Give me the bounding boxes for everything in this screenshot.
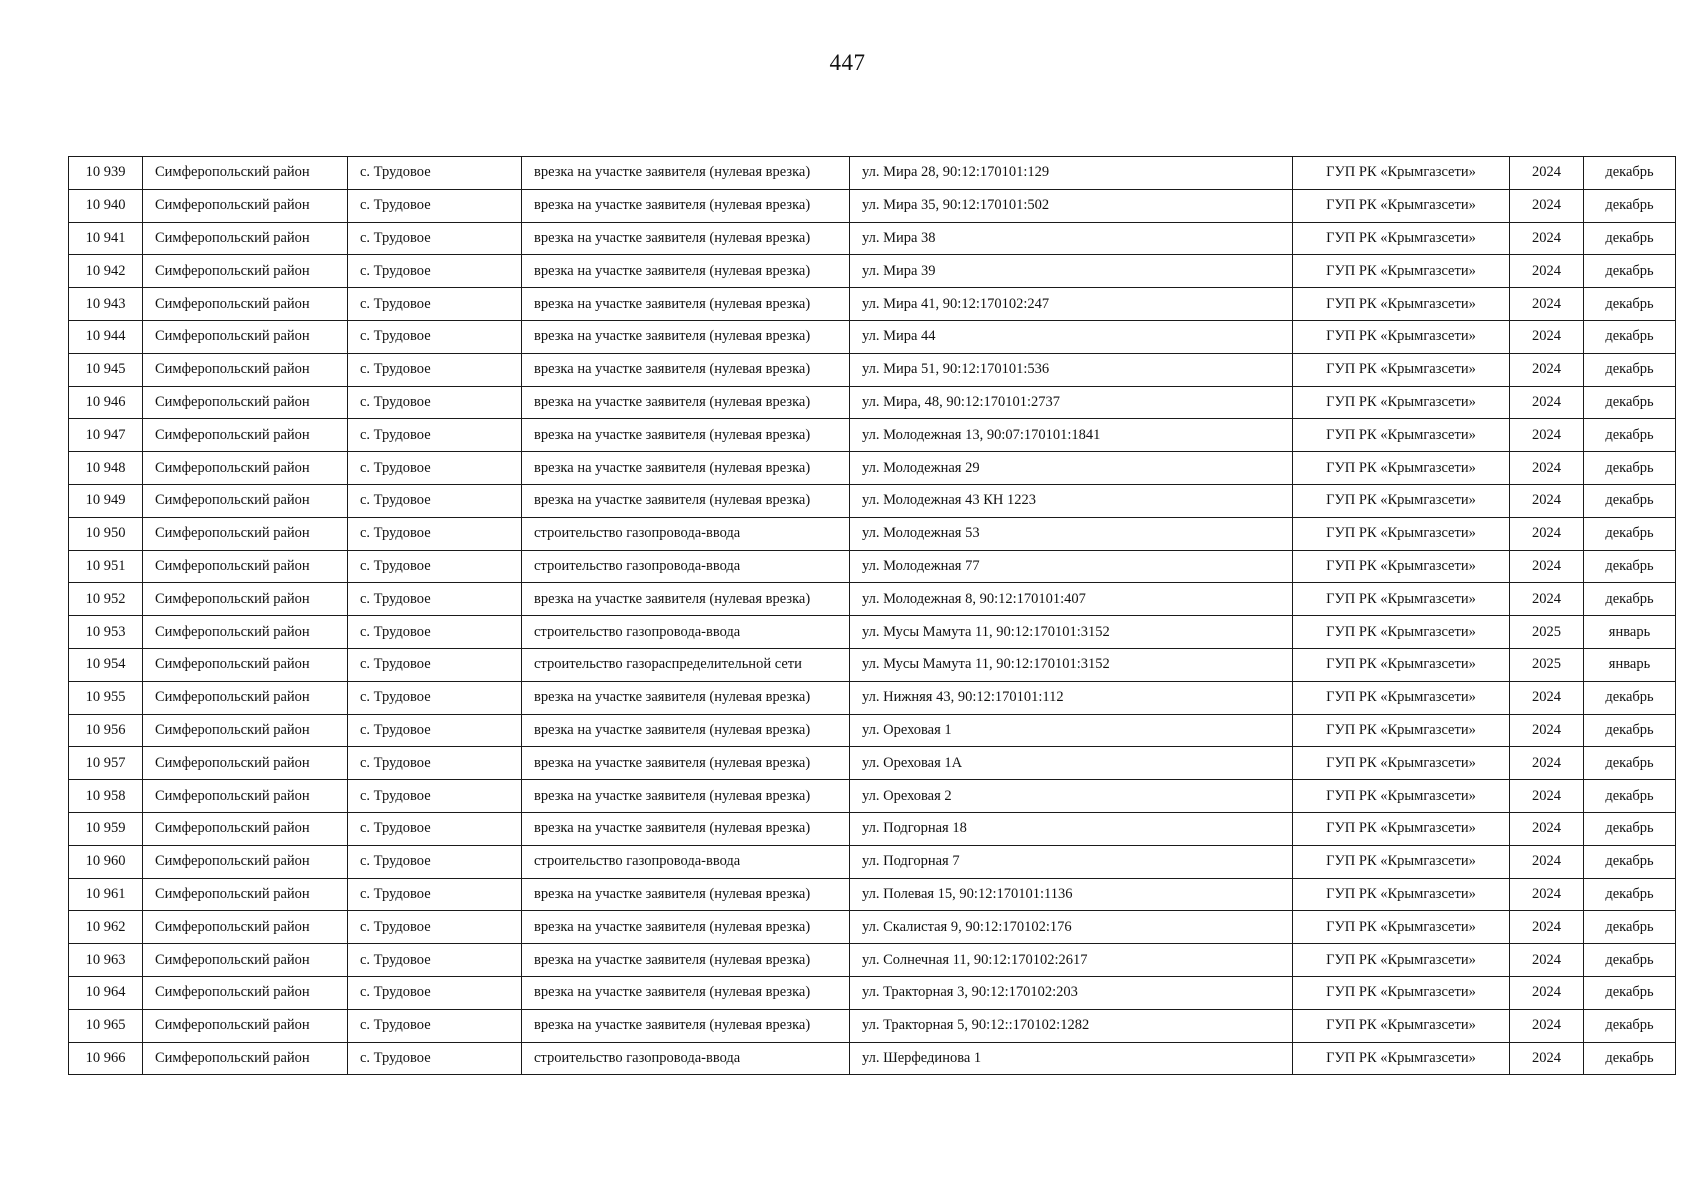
district-cell: Симферопольский район — [143, 452, 348, 485]
row-number: 10 962 — [69, 911, 143, 944]
row-number: 10 954 — [69, 648, 143, 681]
district-cell: Симферопольский район — [143, 157, 348, 190]
organization-cell: ГУП РК «Крымгазсети» — [1293, 747, 1510, 780]
row-number: 10 947 — [69, 419, 143, 452]
table-row — [69, 583, 1676, 616]
address-cell: ул. Мира 38 — [850, 222, 1293, 255]
year-cell: 2024 — [1510, 255, 1584, 288]
table-row — [69, 222, 1676, 255]
work-type-cell: строительство газопровода-ввода — [522, 1042, 850, 1075]
locality-cell: с. Трудовое — [348, 550, 522, 583]
table-row — [69, 386, 1676, 419]
locality-cell: с. Трудовое — [348, 419, 522, 452]
district-cell: Симферопольский район — [143, 189, 348, 222]
month-cell: декабрь — [1584, 944, 1676, 977]
row-number: 10 950 — [69, 517, 143, 550]
organization-cell: ГУП РК «Крымгазсети» — [1293, 780, 1510, 813]
address-cell: ул. Молодежная 8, 90:12:170101:407 — [850, 583, 1293, 616]
address-cell: ул. Молодежная 43 КН 1223 — [850, 484, 1293, 517]
month-cell: декабрь — [1584, 1042, 1676, 1075]
table-row — [69, 353, 1676, 386]
month-cell: декабрь — [1584, 812, 1676, 845]
district-cell: Симферопольский район — [143, 681, 348, 714]
row-number: 10 952 — [69, 583, 143, 616]
address-cell: ул. Мира, 48, 90:12:170101:2737 — [850, 386, 1293, 419]
organization-cell: ГУП РК «Крымгазсети» — [1293, 484, 1510, 517]
locality-cell: с. Трудовое — [348, 517, 522, 550]
row-number: 10 964 — [69, 976, 143, 1009]
locality-cell: с. Трудовое — [348, 845, 522, 878]
month-cell: декабрь — [1584, 845, 1676, 878]
work-type-cell: врезка на участке заявителя (нулевая врезка) — [522, 911, 850, 944]
district-cell: Симферопольский район — [143, 353, 348, 386]
row-number: 10 965 — [69, 1009, 143, 1042]
month-cell: декабрь — [1584, 583, 1676, 616]
district-cell: Симферопольский район — [143, 976, 348, 1009]
month-cell: январь — [1584, 648, 1676, 681]
table-row — [69, 648, 1676, 681]
work-type-cell: строительство газораспределительной сети — [522, 648, 850, 681]
month-cell: декабрь — [1584, 353, 1676, 386]
table-row — [69, 320, 1676, 353]
organization-cell: ГУП РК «Крымгазсети» — [1293, 845, 1510, 878]
table-row — [69, 845, 1676, 878]
month-cell: декабрь — [1584, 222, 1676, 255]
month-cell: декабрь — [1584, 681, 1676, 714]
organization-cell: ГУП РК «Крымгазсети» — [1293, 452, 1510, 485]
address-cell: ул. Мира 41, 90:12:170102:247 — [850, 288, 1293, 321]
address-cell: ул. Молодежная 77 — [850, 550, 1293, 583]
year-cell: 2025 — [1510, 648, 1584, 681]
row-number: 10 966 — [69, 1042, 143, 1075]
table-row — [69, 714, 1676, 747]
row-number: 10 955 — [69, 681, 143, 714]
address-cell: ул. Ореховая 1А — [850, 747, 1293, 780]
locality-cell: с. Трудовое — [348, 1042, 522, 1075]
work-type-cell: врезка на участке заявителя (нулевая врезка) — [522, 878, 850, 911]
locality-cell: с. Трудовое — [348, 780, 522, 813]
year-cell: 2024 — [1510, 714, 1584, 747]
table-row — [69, 976, 1676, 1009]
month-cell: декабрь — [1584, 911, 1676, 944]
table-row — [69, 550, 1676, 583]
month-cell: декабрь — [1584, 714, 1676, 747]
locality-cell: с. Трудовое — [348, 911, 522, 944]
row-number: 10 941 — [69, 222, 143, 255]
address-cell: ул. Подгорная 18 — [850, 812, 1293, 845]
work-type-cell: врезка на участке заявителя (нулевая врезка) — [522, 714, 850, 747]
locality-cell: с. Трудовое — [348, 747, 522, 780]
row-number: 10 960 — [69, 845, 143, 878]
district-cell: Симферопольский район — [143, 812, 348, 845]
district-cell: Симферопольский район — [143, 911, 348, 944]
year-cell: 2024 — [1510, 845, 1584, 878]
work-type-cell: строительство газопровода-ввода — [522, 616, 850, 649]
district-cell: Симферопольский район — [143, 550, 348, 583]
row-number: 10 948 — [69, 452, 143, 485]
work-type-cell: врезка на участке заявителя (нулевая врезка) — [522, 780, 850, 813]
table-row — [69, 780, 1676, 813]
work-type-cell: врезка на участке заявителя (нулевая врезка) — [522, 583, 850, 616]
month-cell: декабрь — [1584, 419, 1676, 452]
year-cell: 2024 — [1510, 484, 1584, 517]
district-cell: Симферопольский район — [143, 1042, 348, 1075]
month-cell: декабрь — [1584, 255, 1676, 288]
work-type-cell: врезка на участке заявителя (нулевая врезка) — [522, 976, 850, 1009]
address-cell: ул. Ореховая 2 — [850, 780, 1293, 813]
address-cell: ул. Мира 39 — [850, 255, 1293, 288]
district-cell: Симферопольский район — [143, 484, 348, 517]
locality-cell: с. Трудовое — [348, 386, 522, 419]
gasification-table — [68, 156, 1676, 1075]
district-cell: Симферопольский район — [143, 517, 348, 550]
work-type-cell: врезка на участке заявителя (нулевая врезка) — [522, 157, 850, 190]
month-cell: декабрь — [1584, 517, 1676, 550]
month-cell: декабрь — [1584, 747, 1676, 780]
row-number: 10 963 — [69, 944, 143, 977]
year-cell: 2024 — [1510, 812, 1584, 845]
row-number: 10 945 — [69, 353, 143, 386]
organization-cell: ГУП РК «Крымгазсети» — [1293, 255, 1510, 288]
month-cell: декабрь — [1584, 452, 1676, 485]
work-type-cell: врезка на участке заявителя (нулевая врезка) — [522, 419, 850, 452]
table-row — [69, 812, 1676, 845]
work-type-cell: врезка на участке заявителя (нулевая врезка) — [522, 944, 850, 977]
locality-cell: с. Трудовое — [348, 189, 522, 222]
year-cell: 2025 — [1510, 616, 1584, 649]
table-row — [69, 944, 1676, 977]
locality-cell: с. Трудовое — [348, 648, 522, 681]
district-cell: Симферопольский район — [143, 222, 348, 255]
address-cell: ул. Молодежная 53 — [850, 517, 1293, 550]
row-number: 10 943 — [69, 288, 143, 321]
table-row — [69, 616, 1676, 649]
year-cell: 2024 — [1510, 747, 1584, 780]
organization-cell: ГУП РК «Крымгазсети» — [1293, 616, 1510, 649]
row-number: 10 949 — [69, 484, 143, 517]
district-cell: Симферопольский район — [143, 780, 348, 813]
organization-cell: ГУП РК «Крымгазсети» — [1293, 222, 1510, 255]
organization-cell: ГУП РК «Крымгазсети» — [1293, 911, 1510, 944]
address-cell: ул. Подгорная 7 — [850, 845, 1293, 878]
district-cell: Симферопольский район — [143, 255, 348, 288]
year-cell: 2024 — [1510, 320, 1584, 353]
work-type-cell: врезка на участке заявителя (нулевая врезка) — [522, 386, 850, 419]
month-cell: декабрь — [1584, 157, 1676, 190]
work-type-cell: врезка на участке заявителя (нулевая врезка) — [522, 189, 850, 222]
organization-cell: ГУП РК «Крымгазсети» — [1293, 878, 1510, 911]
locality-cell: с. Трудовое — [348, 714, 522, 747]
work-type-cell: врезка на участке заявителя (нулевая врезка) — [522, 353, 850, 386]
year-cell: 2024 — [1510, 681, 1584, 714]
table-row — [69, 255, 1676, 288]
organization-cell: ГУП РК «Крымгазсети» — [1293, 976, 1510, 1009]
organization-cell: ГУП РК «Крымгазсети» — [1293, 550, 1510, 583]
year-cell: 2024 — [1510, 517, 1584, 550]
row-number: 10 946 — [69, 386, 143, 419]
month-cell: декабрь — [1584, 288, 1676, 321]
month-cell: декабрь — [1584, 386, 1676, 419]
district-cell: Симферопольский район — [143, 320, 348, 353]
work-type-cell: строительство газопровода-ввода — [522, 550, 850, 583]
organization-cell: ГУП РК «Крымгазсети» — [1293, 157, 1510, 190]
district-cell: Симферопольский район — [143, 878, 348, 911]
locality-cell: с. Трудовое — [348, 583, 522, 616]
year-cell: 2024 — [1510, 222, 1584, 255]
address-cell: ул. Мусы Мамута 11, 90:12:170101:3152 — [850, 616, 1293, 649]
month-cell: декабрь — [1584, 780, 1676, 813]
table-body — [69, 157, 1676, 1075]
district-cell: Симферопольский район — [143, 419, 348, 452]
district-cell: Симферопольский район — [143, 386, 348, 419]
organization-cell: ГУП РК «Крымгазсети» — [1293, 714, 1510, 747]
work-type-cell: врезка на участке заявителя (нулевая врезка) — [522, 812, 850, 845]
address-cell: ул. Скалистая 9, 90:12:170102:176 — [850, 911, 1293, 944]
year-cell: 2024 — [1510, 157, 1584, 190]
district-cell: Симферопольский район — [143, 1009, 348, 1042]
row-number: 10 951 — [69, 550, 143, 583]
work-type-cell: врезка на участке заявителя (нулевая врезка) — [522, 452, 850, 485]
year-cell: 2024 — [1510, 189, 1584, 222]
year-cell: 2024 — [1510, 386, 1584, 419]
year-cell: 2024 — [1510, 353, 1584, 386]
month-cell: декабрь — [1584, 976, 1676, 1009]
organization-cell: ГУП РК «Крымгазсети» — [1293, 681, 1510, 714]
district-cell: Симферопольский район — [143, 648, 348, 681]
page-number: 447 — [829, 50, 866, 75]
organization-cell: ГУП РК «Крымгазсети» — [1293, 1042, 1510, 1075]
month-cell: декабрь — [1584, 1009, 1676, 1042]
locality-cell: с. Трудовое — [348, 484, 522, 517]
address-cell: ул. Молодежная 29 — [850, 452, 1293, 485]
year-cell: 2024 — [1510, 878, 1584, 911]
work-type-cell: врезка на участке заявителя (нулевая врезка) — [522, 255, 850, 288]
work-type-cell: врезка на участке заявителя (нулевая врезка) — [522, 320, 850, 353]
organization-cell: ГУП РК «Крымгазсети» — [1293, 189, 1510, 222]
table-row — [69, 484, 1676, 517]
table-row — [69, 288, 1676, 321]
year-cell: 2024 — [1510, 550, 1584, 583]
year-cell: 2024 — [1510, 583, 1584, 616]
address-cell: ул. Тракторная 5, 90:12::170102:1282 — [850, 1009, 1293, 1042]
district-cell: Симферопольский район — [143, 288, 348, 321]
work-type-cell: врезка на участке заявителя (нулевая врезка) — [522, 681, 850, 714]
organization-cell: ГУП РК «Крымгазсети» — [1293, 583, 1510, 616]
month-cell: декабрь — [1584, 484, 1676, 517]
row-number: 10 959 — [69, 812, 143, 845]
work-type-cell: врезка на участке заявителя (нулевая врезка) — [522, 288, 850, 321]
table-row — [69, 878, 1676, 911]
address-cell: ул. Нижняя 43, 90:12:170101:112 — [850, 681, 1293, 714]
locality-cell: с. Трудовое — [348, 976, 522, 1009]
row-number: 10 942 — [69, 255, 143, 288]
month-cell: декабрь — [1584, 189, 1676, 222]
organization-cell: ГУП РК «Крымгазсети» — [1293, 419, 1510, 452]
organization-cell: ГУП РК «Крымгазсети» — [1293, 288, 1510, 321]
work-type-cell: врезка на участке заявителя (нулевая врезка) — [522, 484, 850, 517]
row-number: 10 940 — [69, 189, 143, 222]
table-row — [69, 419, 1676, 452]
locality-cell: с. Трудовое — [348, 452, 522, 485]
work-type-cell: строительство газопровода-ввода — [522, 517, 850, 550]
year-cell: 2024 — [1510, 288, 1584, 321]
work-type-cell: строительство газопровода-ввода — [522, 845, 850, 878]
locality-cell: с. Трудовое — [348, 222, 522, 255]
locality-cell: с. Трудовое — [348, 157, 522, 190]
address-cell: ул. Молодежная 13, 90:07:170101:1841 — [850, 419, 1293, 452]
row-number: 10 957 — [69, 747, 143, 780]
table-row — [69, 157, 1676, 190]
table-row — [69, 517, 1676, 550]
organization-cell: ГУП РК «Крымгазсети» — [1293, 517, 1510, 550]
address-cell: ул. Мира 28, 90:12:170101:129 — [850, 157, 1293, 190]
month-cell: январь — [1584, 616, 1676, 649]
year-cell: 2024 — [1510, 1042, 1584, 1075]
district-cell: Симферопольский район — [143, 747, 348, 780]
table-row — [69, 747, 1676, 780]
address-cell: ул. Мира 51, 90:12:170101:536 — [850, 353, 1293, 386]
locality-cell: с. Трудовое — [348, 288, 522, 321]
locality-cell: с. Трудовое — [348, 255, 522, 288]
district-cell: Симферопольский район — [143, 944, 348, 977]
locality-cell: с. Трудовое — [348, 878, 522, 911]
row-number: 10 961 — [69, 878, 143, 911]
year-cell: 2024 — [1510, 1009, 1584, 1042]
address-cell: ул. Шерфединова 1 — [850, 1042, 1293, 1075]
address-cell: ул. Тракторная 3, 90:12:170102:203 — [850, 976, 1293, 1009]
month-cell: декабрь — [1584, 550, 1676, 583]
table-row — [69, 1042, 1676, 1075]
row-number: 10 944 — [69, 320, 143, 353]
row-number: 10 939 — [69, 157, 143, 190]
locality-cell: с. Трудовое — [348, 616, 522, 649]
address-cell: ул. Мира 44 — [850, 320, 1293, 353]
locality-cell: с. Трудовое — [348, 320, 522, 353]
year-cell: 2024 — [1510, 419, 1584, 452]
month-cell: декабрь — [1584, 320, 1676, 353]
table-row — [69, 911, 1676, 944]
table-row — [69, 189, 1676, 222]
address-cell: ул. Мусы Мамута 11, 90:12:170101:3152 — [850, 648, 1293, 681]
year-cell: 2024 — [1510, 911, 1584, 944]
organization-cell: ГУП РК «Крымгазсети» — [1293, 944, 1510, 977]
organization-cell: ГУП РК «Крымгазсети» — [1293, 1009, 1510, 1042]
work-type-cell: врезка на участке заявителя (нулевая врезка) — [522, 747, 850, 780]
table-row — [69, 681, 1676, 714]
district-cell: Симферопольский район — [143, 616, 348, 649]
row-number: 10 956 — [69, 714, 143, 747]
address-cell: ул. Полевая 15, 90:12:170101:1136 — [850, 878, 1293, 911]
locality-cell: с. Трудовое — [348, 1009, 522, 1042]
work-type-cell: врезка на участке заявителя (нулевая врезка) — [522, 1009, 850, 1042]
year-cell: 2024 — [1510, 452, 1584, 485]
organization-cell: ГУП РК «Крымгазсети» — [1293, 812, 1510, 845]
table-row — [69, 452, 1676, 485]
address-cell: ул. Солнечная 11, 90:12:170102:2617 — [850, 944, 1293, 977]
locality-cell: с. Трудовое — [348, 812, 522, 845]
work-type-cell: врезка на участке заявителя (нулевая врезка) — [522, 222, 850, 255]
gasification-table-wrapper — [68, 156, 1675, 1075]
year-cell: 2024 — [1510, 780, 1584, 813]
locality-cell: с. Трудовое — [348, 353, 522, 386]
row-number: 10 958 — [69, 780, 143, 813]
address-cell: ул. Ореховая 1 — [850, 714, 1293, 747]
locality-cell: с. Трудовое — [348, 681, 522, 714]
row-number: 10 953 — [69, 616, 143, 649]
organization-cell: ГУП РК «Крымгазсети» — [1293, 648, 1510, 681]
organization-cell: ГУП РК «Крымгазсети» — [1293, 386, 1510, 419]
year-cell: 2024 — [1510, 976, 1584, 1009]
address-cell: ул. Мира 35, 90:12:170101:502 — [850, 189, 1293, 222]
organization-cell: ГУП РК «Крымгазсети» — [1293, 320, 1510, 353]
year-cell: 2024 — [1510, 944, 1584, 977]
month-cell: декабрь — [1584, 878, 1676, 911]
locality-cell: с. Трудовое — [348, 944, 522, 977]
district-cell: Симферопольский район — [143, 714, 348, 747]
table-row — [69, 1009, 1676, 1042]
district-cell: Симферопольский район — [143, 583, 348, 616]
district-cell: Симферопольский район — [143, 845, 348, 878]
organization-cell: ГУП РК «Крымгазсети» — [1293, 353, 1510, 386]
